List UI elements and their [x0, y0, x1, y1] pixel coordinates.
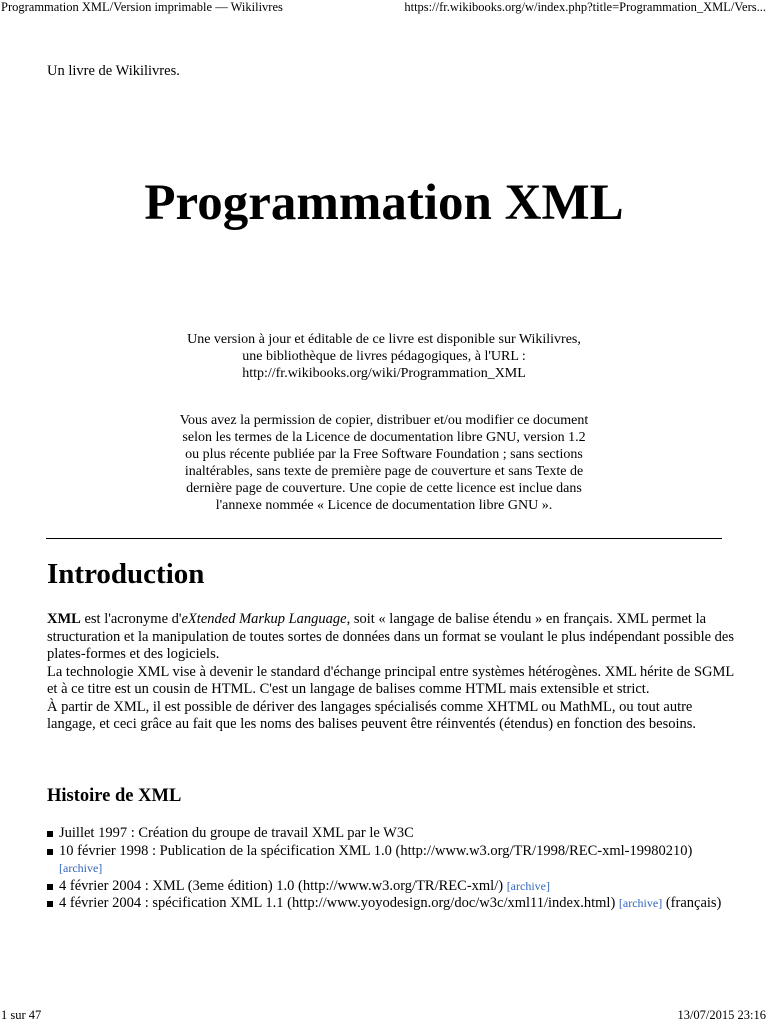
archive-link[interactable]: [archive] — [618, 896, 663, 910]
list-item-suffix: (français) — [665, 895, 722, 911]
bullet-icon — [47, 849, 53, 855]
bullet-icon — [47, 831, 53, 837]
version-notice-line: Une version à jour et éditable de ce livre est disponible sur Wikilivres, — [187, 332, 581, 347]
xml-term: XML — [47, 611, 81, 627]
book-title: Programmation XML — [144, 175, 624, 231]
license-line: inaltérables, sans texte de première page de couverture et sans Texte de — [184, 464, 584, 479]
text-run: , soit « langage de balise étendu » en français. XML permet la structuration et la manipulation de toutes sortes de données dans un format se voulant le plus indépendant possible des plates-formes et des logiciels. — [47, 611, 734, 662]
list-item-text[interactable]: 4 février 2004 : XML (3eme édition) 1.0 (http://www.w3.org/TR/REC-xml/) — [59, 877, 504, 894]
section-divider — [46, 538, 722, 539]
version-notice-url: http://fr.wikibooks.org/wiki/Programmation_XML — [242, 366, 526, 381]
license-line: dernière page de couverture. Une copie de cette licence est inclue dans — [186, 481, 582, 496]
page-counter: 1 sur 47 — [1, 1008, 42, 1022]
bullet-icon — [47, 901, 53, 907]
version-notice-line: une bibliothèque de livres pédagogiques, à l'URL : — [242, 349, 526, 364]
list-item-text: Juillet 1997 : Création du groupe de travail XML par le W3C — [59, 825, 414, 841]
license-line: Vous avez la permission de copier, distribuer et/ou modifier ce document — [179, 413, 589, 428]
version-notice — [0, 331, 768, 382]
book-source-line: Un livre de Wikilivres. — [47, 63, 180, 79]
license-line: selon les termes de la Licence de documentation libre GNU, version 1.2 — [182, 430, 586, 445]
print-timestamp: 13/07/2015 23:16 — [677, 1008, 766, 1022]
list-item-text[interactable]: 4 février 2004 : spécification XML 1.1 (http://www.yoyodesign.org/doc/w3c/xml11/index.html) — [59, 895, 616, 911]
print-header-url: https://fr.wikibooks.org/w/index.php?title=Programmation_XML/Vers... — [404, 0, 766, 14]
list-item — [47, 843, 727, 878]
introduction-paragraph: À partir de XML, il est possible de dériver des langages spécialisés comme XHTML ou MathML, ou tout autre langage, et ceci grâce au fait que les noms des balises peuvent être réinventés (étendus) en fonction des besoins. — [47, 698, 697, 732]
introduction-heading: Introduction — [47, 558, 205, 590]
list-item-text[interactable]: 10 février 1998 : Publication de la spécification XML 1.0 (http://www.w3.org/TR/1998/REC-xml-19980210) — [59, 842, 693, 859]
license-line: l'annexe nommée « Licence de documentation libre GNU ». — [215, 498, 553, 513]
archive-link[interactable]: [archive] — [506, 878, 550, 893]
introduction-paragraph — [47, 611, 737, 664]
license-line: ou plus récente publiée par la Free Software Foundation ; sans sections — [185, 447, 583, 462]
license-notice — [0, 412, 768, 514]
xml-expansion: eXtended Markup Language — [181, 611, 347, 627]
introduction-body — [47, 611, 737, 734]
print-header-title: Programmation XML/Version imprimable — Wikilivres — [1, 0, 283, 14]
introduction-paragraph: La technologie XML vise à devenir le standard d'échange principal entre systèmes hétérogènes. XML hérite de SGML et à ce titre est un cousin de HTML. C'est un langage de balises comme HTML mais extensible et strict. — [47, 663, 734, 697]
text-run: est l'acronyme d' — [80, 611, 182, 627]
histoire-heading: Histoire de XML — [47, 786, 182, 806]
bullet-icon — [47, 884, 53, 890]
list-item — [47, 895, 727, 913]
list-item — [47, 825, 727, 843]
archive-link[interactable]: [archive] — [59, 861, 103, 875]
histoire-list — [47, 825, 727, 913]
list-item — [47, 878, 727, 896]
